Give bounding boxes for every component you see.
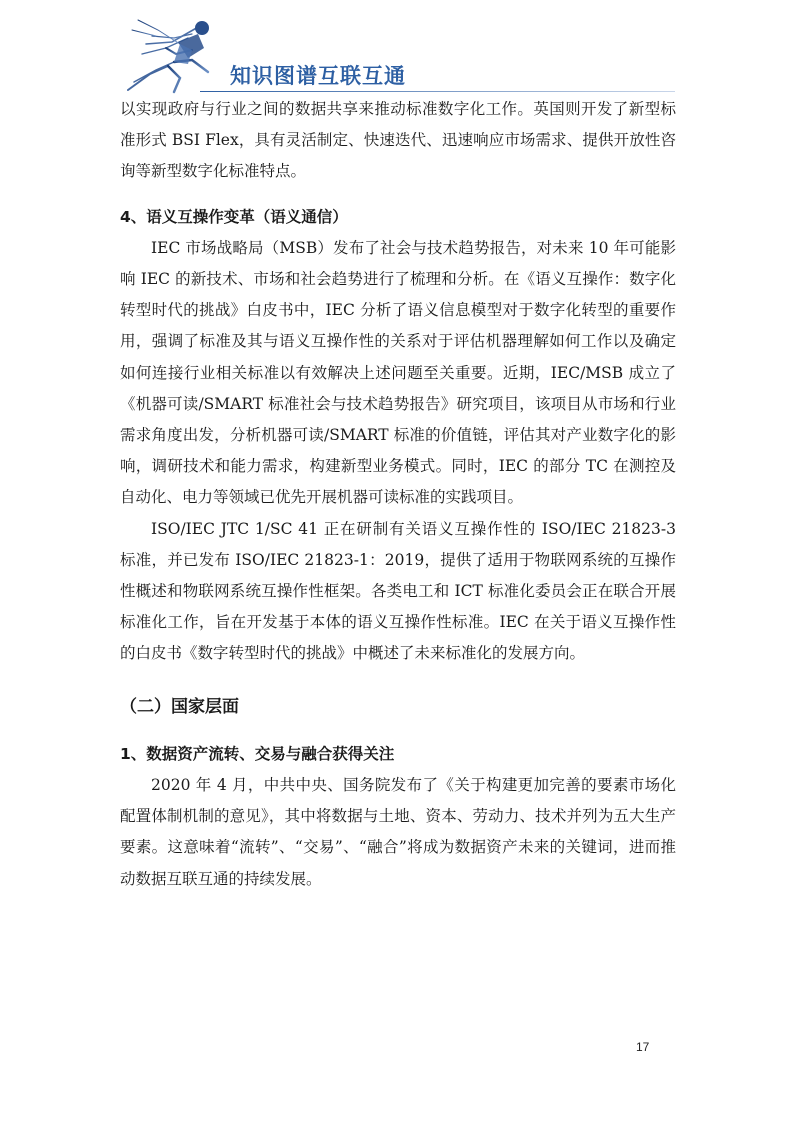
header-divider: [200, 91, 675, 92]
heading-data-assets: 1、数据资产流转、交易与融合获得关注: [120, 744, 395, 763]
header-title: 知识图谱互联互通: [230, 64, 406, 88]
paragraph-intro: 以实现政府与行业之间的数据共享来推动标准数字化工作。英国则开发了新型标准形式 BSI Flex，具有灵活制定、快速迭代、迅速响应市场需求、提供开放性咨询等新型数字化标准特点。: [120, 100, 676, 181]
paragraph-2020-april: 2020 年 4 月，中共中央、国务院发布了《关于构建更加完善的要素市场化配置体制机制的意见》，其中将数据与土地、资本、劳动力、技术并列为五大生产要素。这意味着“流转”、“交易”、“融合”将成为数据资产未来的关键词，进而推动数据互联互通的持续发展。: [120, 776, 676, 888]
paragraph-iso-iec-jtc1: ISO/IEC JTC 1/SC 41 正在研制有关语义互操作性的 ISO/IEC 21823-3 标准，并已发布 ISO/IEC 21823-1：2019，提供了适用于物联网系统的互操作性概述和物联网系统互操作性框架。各类电工和 ICT 标准化委员会正在联合开展标准化工作，旨在开发基于本体的语义互操作性标准。IEC 在关于语义互操作性的白皮书《数字转型时代的挑战》中概述了未来标准化的发展方向。: [120, 519, 676, 663]
paragraph-iec-msb: IEC 市场战略局（MSB）发布了社会与技术趋势报告，对未来 10 年可能影响 IEC 的新技术、市场和社会趋势进行了梳理和分析。在《语义互操作：数字化转型时代的挑战》白皮书中，IEC 分析了语义信息模型对于数字化转型的重要作用，强调了标准及其与语义互操作性的关系对于评估机器理解如何工作以及确定如何连接行业相关标准以有效解决上述问题至关重要。近期，IEC/MSB 成立了《机器可读/SMART 标准社会与技术趋势报告》研究项目，该项目从市场和行业需求角度出发，分析机器可读/SMART 标准的价值链，评估其对产业数字化的影响，调研技术和能力需求，构建新型业务模式。同时，IEC 的部分 TC 在测控及自动化、电力等领域已优先开展机器可读标准的实践项目。: [120, 238, 676, 507]
page-number: 17: [636, 1040, 650, 1054]
heading-national-level: （二）国家层面: [120, 696, 239, 717]
runner-logo-icon: [122, 14, 226, 94]
document-body: [120, 94, 676, 895]
heading-semantic-interoperability: 4、语义互操作变革（语义通信）: [120, 207, 348, 226]
